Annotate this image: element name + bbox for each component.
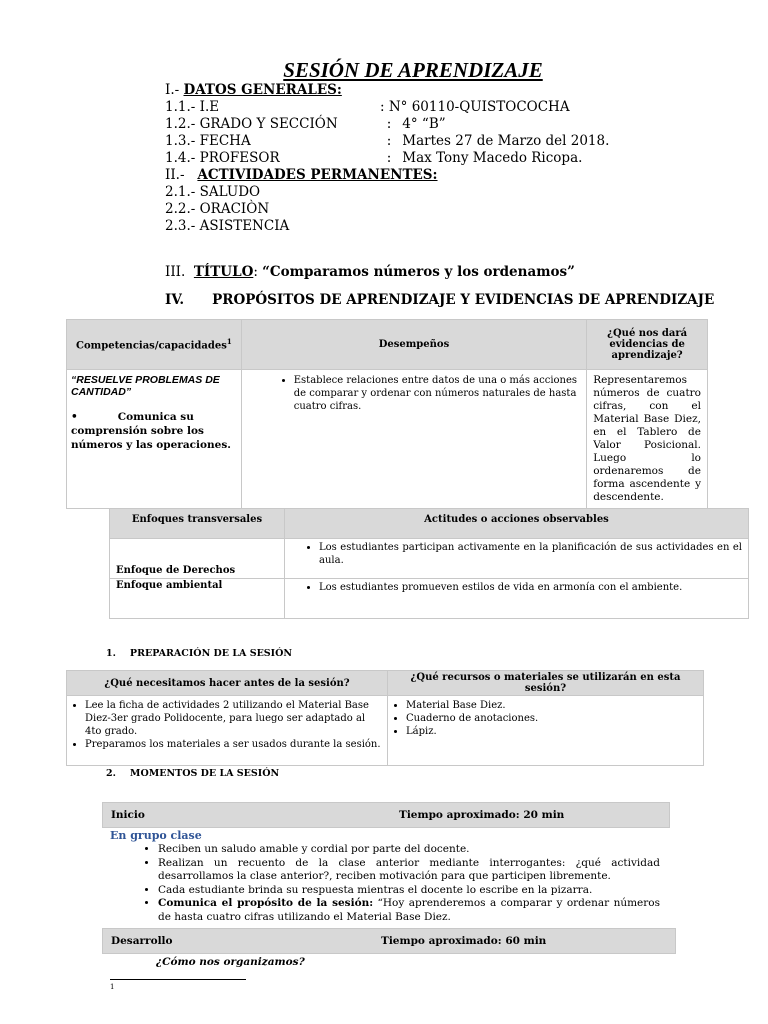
action-rights: • Los estudiantes participan activamente en la planificación de sus actividades en el aula. [285, 539, 749, 579]
header-actions: Actitudes o acciones observables [285, 509, 749, 539]
header-competencies: Competencias/capacidades$^1$ [67, 320, 242, 370]
material-item: • Material Base Diez. [406, 699, 699, 712]
moments-heading: 2. MOMENTOS DE LA SESIÓN [106, 768, 280, 779]
start-item: • Realizan un recuento de la clase anterior mediante interrogantes: ¿qué actividad desarrollamos la clase anterior?, reciben motivación para que participen libremente. [158, 857, 660, 884]
general-row-ie: 1.1.- I.E : N° 60110-QUISTOCOCHA [165, 99, 570, 115]
header-approaches: Enfoques transversales [110, 509, 285, 539]
start-activities [130, 843, 660, 924]
header-performances: Desempeños [241, 320, 586, 370]
general-row-date: 1.3.- FECHA : Martes 27 de Marzo del 2018. [165, 133, 610, 149]
page-title: SESIÓN DE APRENDIZAJE [283, 58, 543, 82]
approach-rights: Enfoque de Derechos [110, 539, 285, 579]
start-time: Tiempo aproximado: 20 min [399, 809, 565, 821]
session-title-line: III. TÍTULO: “Comparamos números y los ordenamos” [165, 264, 575, 280]
development-label: Desarrollo [111, 935, 173, 947]
footnote-rule [110, 979, 246, 980]
header-before-session: ¿Qué necesitamos hacer antes de la sesión? [67, 671, 388, 696]
header-materials: ¿Qué recursos o materiales se utilizarán en esta sesión? [388, 671, 704, 696]
general-row-teacher: 1.4.- PROFESOR : Max Tony Macedo Ricopa. [165, 150, 583, 166]
material-item: • Lápiz. [406, 725, 699, 738]
before-item: • Preparamos los materiales a ser usados durante la sesión. [85, 738, 383, 751]
preparation-heading: 1. PREPARACIÓN DE LA SESIÓN [106, 648, 293, 659]
general-row-grade: 1.2.- GRADO Y SECCIÓN : 4° “B” [165, 116, 446, 132]
before-session-cell [67, 696, 388, 766]
capacity: • Comunica su comprensión sobre los números y las operaciones. [71, 411, 231, 451]
performance-item: • Establece relaciones entre datos de una o más acciones de comparar y ordenar con números naturales de hasta cuatro cifras. [294, 374, 582, 413]
competencies-table [66, 319, 708, 509]
before-item: • Lee la ficha de actividades 2 utilizando el Material Base Diez-3er grado Polidocente, para luego ser adaptado al 4to grado. [85, 699, 383, 738]
competency-cell [67, 370, 242, 509]
general-data-heading: I.- DATOS GENERALES: [165, 82, 342, 98]
performance-cell [241, 370, 586, 509]
materials-cell [388, 696, 704, 766]
group-class-label: En grupo clase [110, 829, 202, 842]
competency-name: “RESUELVE PROBLEMAS DE CANTIDAD” [71, 374, 220, 398]
action-environment: • Los estudiantes promueven estilos de vida en armonía con el ambiente. [285, 579, 749, 619]
start-bar [102, 802, 670, 828]
permanent-item: 2.2.- ORACIÒN [165, 201, 270, 217]
permanent-item: 2.1.- SALUDO [165, 184, 261, 200]
footnote-mark: 1 [110, 983, 115, 991]
development-bar [102, 928, 676, 954]
approach-environment: Enfoque ambiental [110, 579, 285, 619]
purposes-heading: IV. PROPÓSITOS DE APRENDIZAJE Y EVIDENCIAS DE APRENDIZAJE [165, 292, 715, 308]
start-label: Inicio [111, 809, 145, 821]
start-item: • Cada estudiante brinda su respuesta mientras el docente lo escribe en la pizarra. [158, 884, 660, 898]
start-item: • Reciben un saludo amable y cordial por parte del docente. [158, 843, 660, 857]
organize-question: ¿Cómo nos organizamos? [156, 956, 305, 968]
approaches-table [109, 508, 749, 619]
permanent-item: 2.3.- ASISTENCIA [165, 218, 290, 234]
evidence-cell: Representaremos números de cuatro cifras, con el Material Base Diez, en el Tablero de Valor Posicional. Luego lo ordenaremos de forma ascendente y descendente. [587, 370, 708, 509]
permanent-activities-heading: II.- ACTIVIDADES PERMANENTES: [165, 167, 438, 183]
start-item-purpose: • Comunica el propósito de la sesión: “Hoy aprenderemos a comparar y ordenar números de hasta cuatro cifras utilizando el Material Base Diez. [158, 897, 660, 924]
preparation-table [66, 670, 704, 766]
material-item: • Cuaderno de anotaciones. [406, 712, 699, 725]
header-evidence: ¿Qué nos dará evidencias de aprendizaje? [587, 320, 708, 370]
development-time: Tiempo aproximado: 60 min [381, 935, 547, 947]
